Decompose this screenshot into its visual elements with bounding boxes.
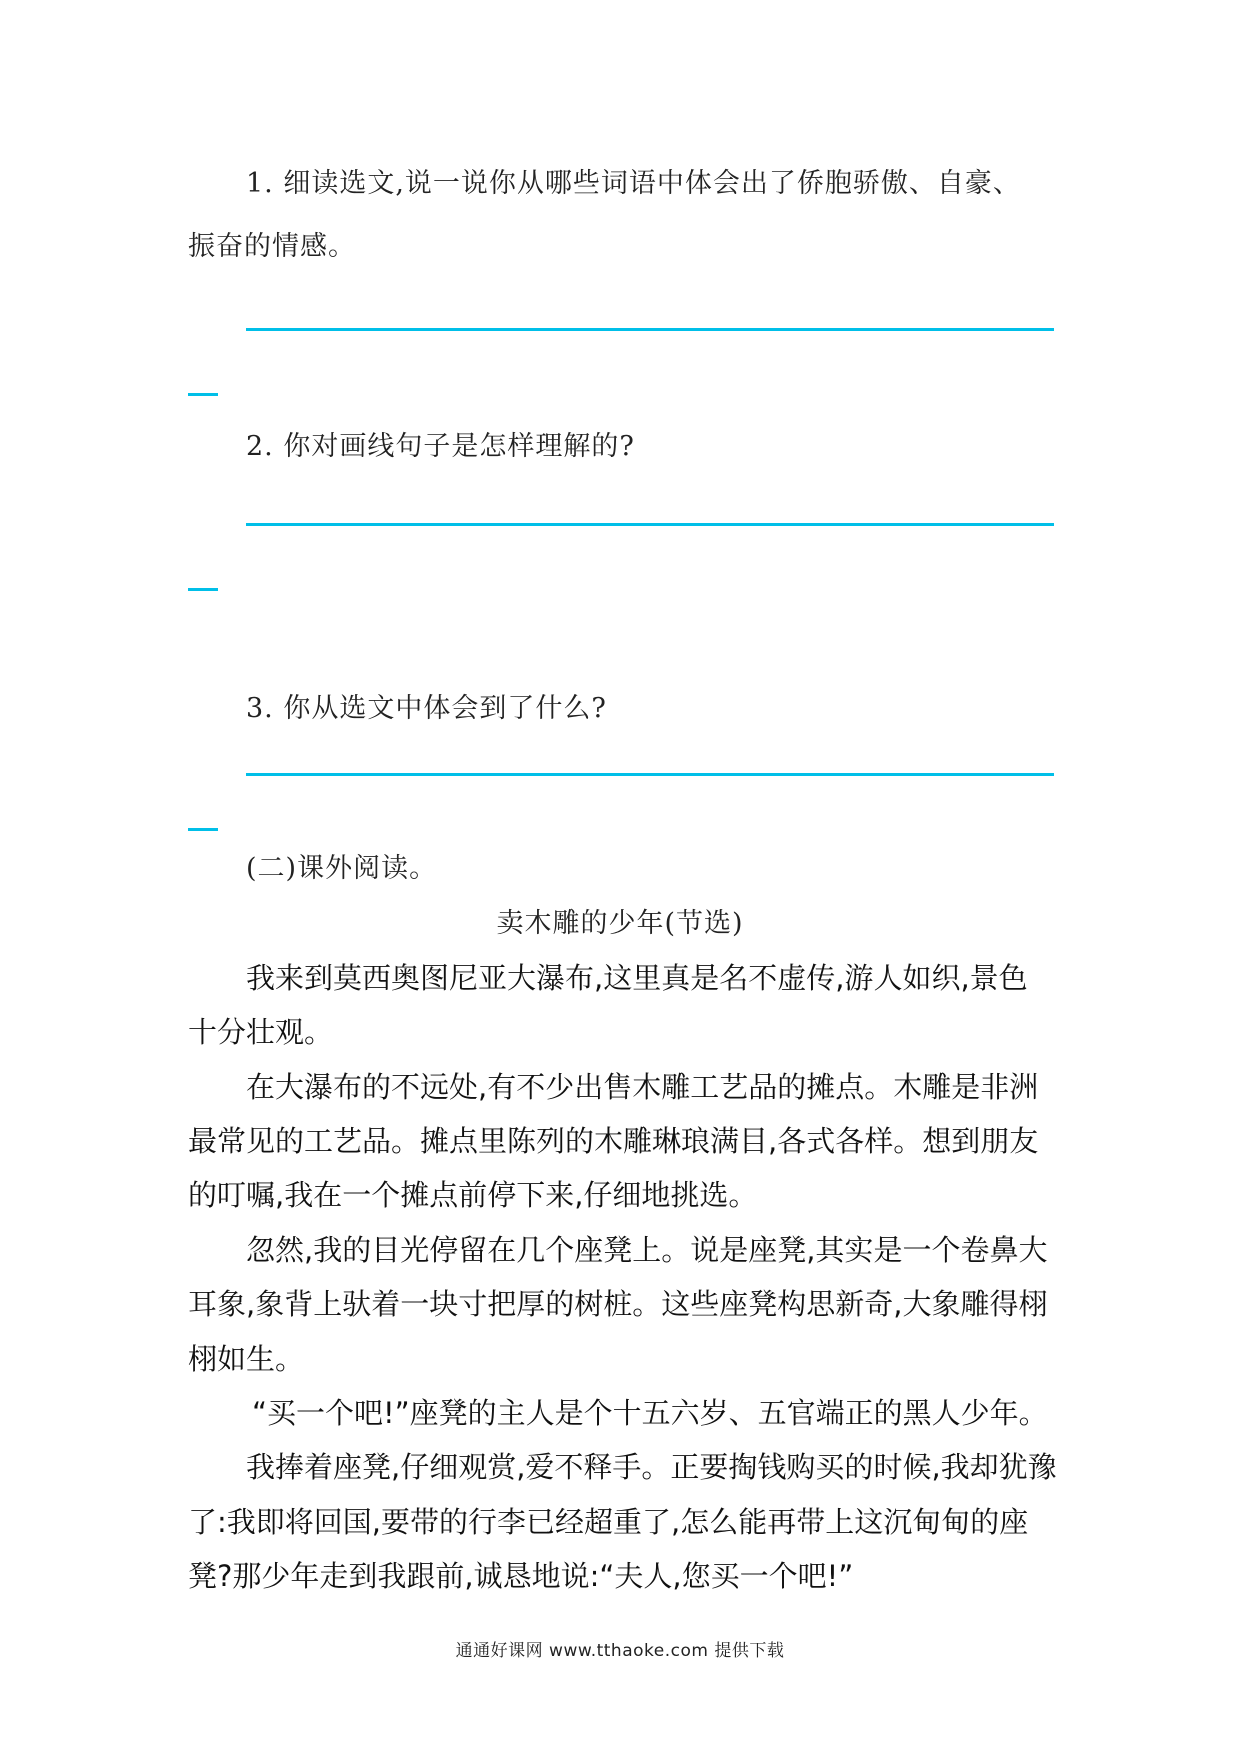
passage-line: 栩如生。 [188, 1342, 305, 1376]
passage-line: 十分壮观。 [188, 1015, 334, 1049]
answer-line-3-stub [188, 828, 218, 831]
question-3-line-1: 3. 你从选文中体会到了什么? [246, 693, 607, 724]
passage-line: 忽然,我的目光停留在几个座凳上。说是座凳,其实是一个卷鼻大 [246, 1233, 1048, 1267]
passage-line: 我捧着座凳,仔细观赏,爱不释手。正要掏钱购买的时候,我却犹豫 [246, 1450, 1057, 1484]
passage-line: “买一个吧!”座凳的主人是个十五六岁、五官端正的黑人少年。 [252, 1396, 1048, 1430]
passage-line: 耳象,象背上驮着一块寸把厚的树桩。这些座凳构思新奇,大象雕得栩 [188, 1287, 1048, 1321]
answer-line-2[interactable] [246, 523, 1054, 526]
passage-line: 的叮嘱,我在一个摊点前停下来,仔细地挑选。 [188, 1178, 758, 1212]
passage-line: 最常见的工艺品。摊点里陈列的木雕琳琅满目,各式各样。想到朋友 [188, 1124, 1039, 1158]
passage-line: 了:我即将回国,要带的行李已经超重了,怎么能再带上这沉甸甸的座 [188, 1505, 1029, 1539]
answer-line-3[interactable] [246, 773, 1054, 776]
answer-line-2-stub [188, 588, 218, 591]
page-footer: 通通好课网 www.tthaoke.com 提供下载 [455, 1641, 785, 1661]
passage-line: 我来到莫西奥图尼亚大瀑布,这里真是名不虚传,游人如织,景色 [246, 961, 1028, 995]
answer-line-1-stub [188, 393, 218, 396]
answer-line-1[interactable] [246, 328, 1054, 331]
question-2-line-1: 2. 你对画线句子是怎样理解的? [246, 431, 635, 462]
question-1-line-1: 1. 细读选文,说一说你从哪些词语中体会出了侨胞骄傲、自豪、 [246, 168, 1021, 199]
passage-title: 卖木雕的少年(节选) [496, 908, 744, 939]
section-two-heading: (二)课外阅读。 [246, 853, 438, 884]
passage-line: 在大瀑布的不远处,有不少出售木雕工艺品的摊点。木雕是非洲 [246, 1070, 1039, 1104]
passage-line: 凳?那少年走到我跟前,诚恳地说:“夫人,您买一个吧!” [188, 1559, 854, 1593]
question-1-line-2: 振奋的情感。 [188, 231, 356, 262]
